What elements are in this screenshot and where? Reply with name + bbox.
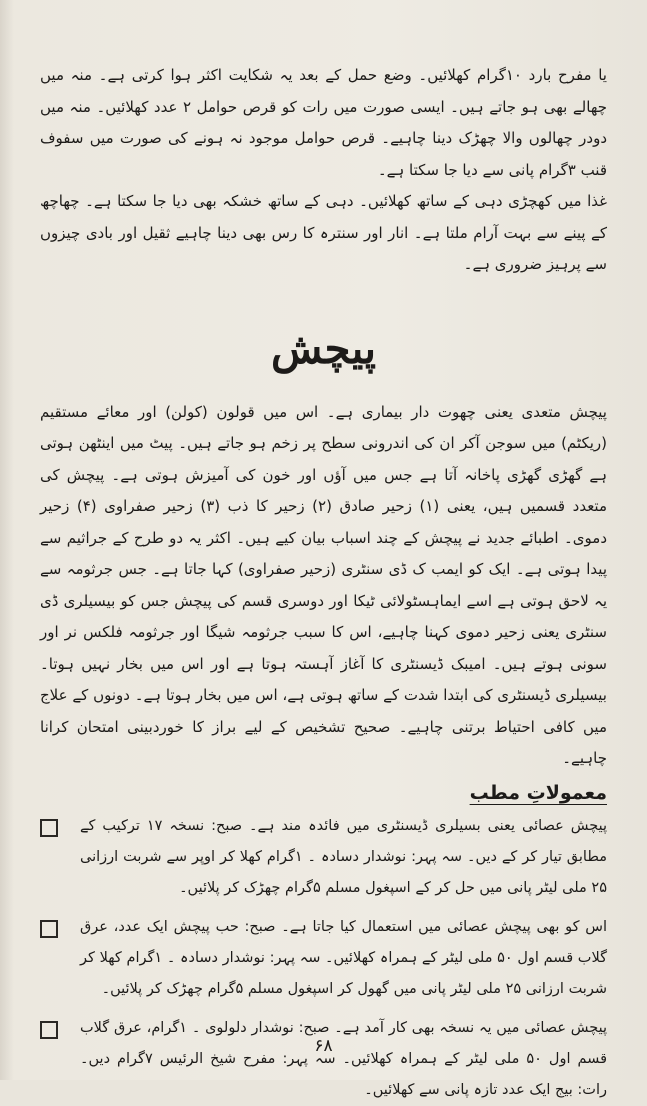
treatment-text: اس کو بھی پیچش عصائی میں استعمال کیا جاتا ہے۔ صبح: حب پیچش ایک عدد، عرق گلاب قسم اول ۵۰ ملی لیٹر کے ہمراہ کھلائیں۔ سہ پہر: نوشدار دسادہ ۔ ۱گرام کھلا کر شربت ارزانی ۲۵ ملی لیٹر پانی میں گھول کر اسپغول مسلم ۵گرام چھڑک کر پلائیں۔ — [80, 918, 607, 997]
body-paragraph: پیچش متعدی یعنی چھوت دار بیماری ہے۔ اس میں قولون (کولن) اور معائے مستقیم (ریکٹم) میں سوجن آکر ان کی اندرونی سطح پر زخم ہو جاتے ہیں۔ پیٹ میں اینٹھن ہوتی ہے گھڑی گھڑی پاخانہ آتا ہے جس میں آؤں اور خون کی آمیزش ہوتی ہے۔ پیچش کی متعدد قسمیں ہیں، یعنی (۱) زحیر صادق (۲) زحیر کا ذب (۳) زحیر صفراوی (۴) زحیر دموی۔ اطبائے جدید نے پیچش کے چند اسباب بیان کیے ہیں۔ اکثر یہ دو طرح کے جراثیم سے پیدا ہوتی ہے۔ ایک کو ایمب ک ڈی سنٹری (زحیر صفراوی) کہا جاتا ہے۔ جس جرثومہ سے یہ لاحق ہوتی ہے اسے ایماہسٹولائی ٹیکا اور دوسری قسم کی پیچش جس کو بیسیلری ڈی سنٹری یعنی زحیر دموی کہنا چاہیے، اس کا سبب جرثومہ شیگا اور جرثومہ فلکس نر اور سونی ہوتے ہیں۔ امیبک ڈیسنٹری کا آغاز آہستہ ہوتا ہے اور اس میں بخار نہیں ہوتا۔ بیسیلری ڈیسنٹری کی ابتدا شدت کے ساتھ ہوتی ہے، اس میں بخار ہوتا ہے۔ دونوں کے علاج میں کافی احتیاط برتنی چاہیے۔ صحیح تشخیص کے لیے براز کا خوردبینی امتحان کرانا چاہیے۔ — [40, 402, 607, 767]
list-item — [40, 811, 607, 904]
intro-paragraph-2: غذا میں کھچڑی دہی کے ساتھ کھلائیں۔ دہی کے ساتھ خشکہ بھی دیا جا سکتا ہے۔ چھاچھ کے پینے سے بہت آرام ملتا ہے۔ انار اور سنترہ کا رس بھی دینا چاہیے ثقیل اور بادی چیزوں سے پرہیز ضروری ہے۔ — [40, 192, 607, 273]
list-item — [40, 1013, 607, 1106]
page-number: ۶۸ — [314, 1036, 333, 1056]
subheading: معمولاتِ مطب — [469, 781, 607, 804]
treatment-text: پیچش عصائی یعنی بسیلری ڈیسنٹری میں فائدہ مند ہے۔ صبح: نسخہ ۱۷ ترکیب کے مطابق تیار کر کے دیں۔ سہ پہر: نوشدار دسادہ ۔ ۱گرام کھلا کر اوپر سے شربت ارزانی ۲۵ ملی لیٹر پانی میں حل کر کے اسپغول مسلم ۵گرام چھڑک کر پلائیں۔ — [80, 817, 607, 896]
treatment-list — [40, 811, 607, 1106]
checkbox-icon — [40, 920, 58, 938]
list-item — [40, 912, 607, 1005]
intro-paragraph-1: یا مفرح بارد ۱۰گرام کھلائیں۔ وضع حمل کے بعد یہ شکایت اکثر ہوا کرتی ہے۔ منہ میں چھالے بھی ہو جاتے ہیں۔ ایسی صورت میں رات کو قرص حوامل ۲ عدد کھلائیں۔ منہ میں دودر چھالوں والا چھڑک دینا چاہیے۔ قرص حوامل موجود نہ ہونے کی صورت میں سفوف قنب ۳گرام پانی سے دیا جا سکتا ہے۔ — [40, 66, 608, 179]
treatment-text: پیچش عصائی میں یہ نسخہ بھی کار آمد ہے۔ صبح: نوشدار دلولوی ۔ ۱گرام، عرق گلاب قسم اول ۵۰ ملی لیٹر کے ہمراہ کھلائیں۔ سہ پہر: مفرح شیخ الرئیس ۷گرام دیں۔ رات: بیج ایک عدد تازہ پانی سے کھلائیں۔ — [80, 1019, 608, 1098]
section-heading: پیچش — [270, 323, 377, 373]
checkbox-icon — [40, 819, 58, 837]
